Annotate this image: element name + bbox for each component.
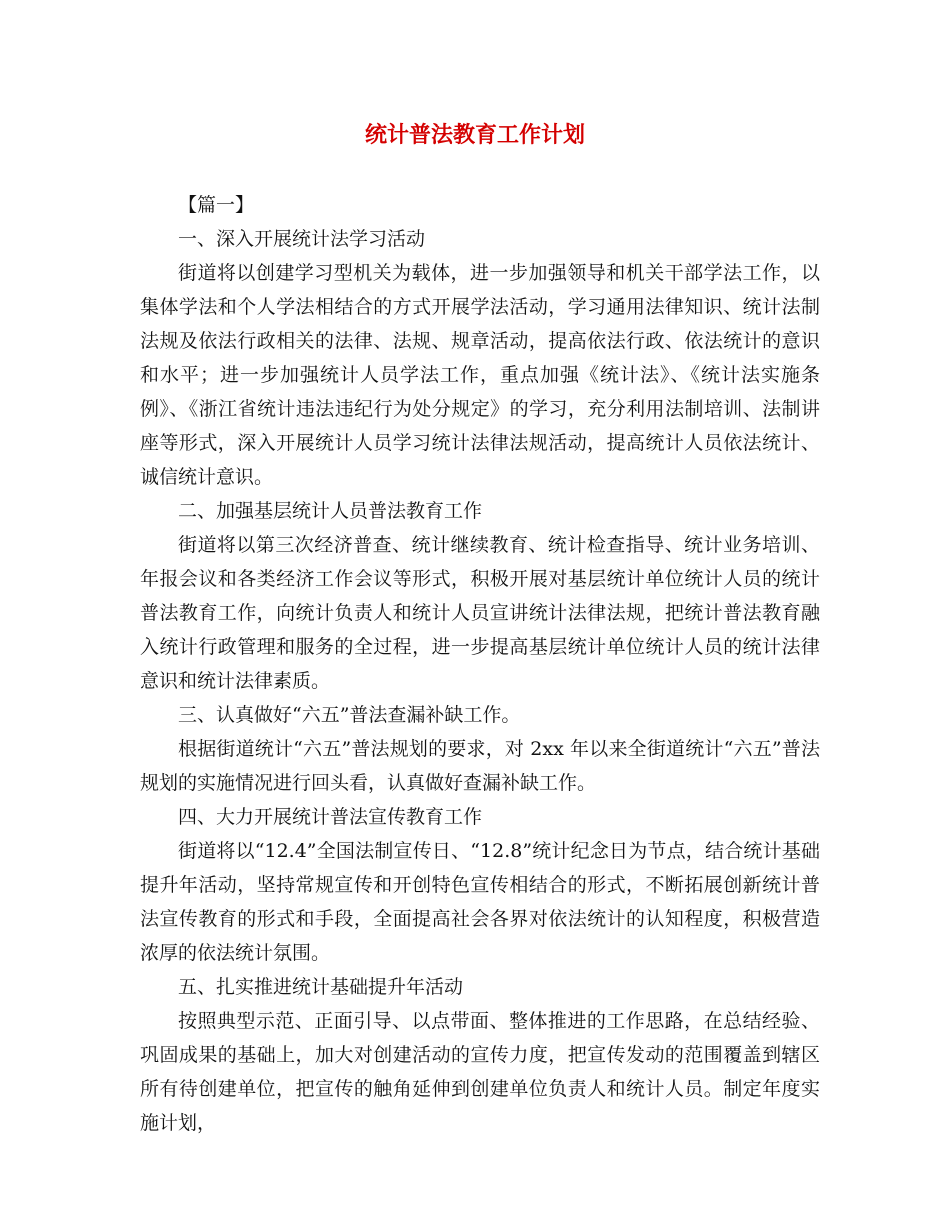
document-body [140,188,820,1140]
section-heading-5: 五、扎实推进统计基础提升年活动 [178,976,464,998]
section-heading-1: 一、深入开展统计法学习活动 [178,228,426,250]
section-body-2: 街道将以第三次经济普查、统计继续教育、统计检查指导、统计业务培训、年报会议和各类经济工作会议等形式，积极开展对基层统计单位统计人员的统计普法教育工作，向统计负责人和统计人员宣讲统计法律法规，把统计普法教育融入统计行政管理和服务的全过程，进一步提高基层统计单位统计人员的统计法律意识和统计法律素质。 [140,534,820,692]
section-heading-2: 二、加强基层统计人员普法教育工作 [178,500,483,522]
section-heading-4: 四、大力开展统计普法宣传教育工作 [178,806,483,828]
page-title: 统计普法教育工作计划 [364,122,585,148]
section-heading-3: 三、认真做好“六五”普法查漏补缺工作。 [178,704,521,726]
section-body-4: 街道将以“12.4”全国法制宣传日、“12.8”统计纪念日为节点，结合统计基础提升年活动，坚持常规宣传和开创特色宣传相结合的形式，不断拓展创新统计普法宣传教育的形式和手段，全面提高社会各界对依法统计的认知程度，积极营造浓厚的依法统计氛围。 [140,840,820,964]
section-body-3: 根据街道统计“六五”普法规划的要求，对 2xx 年以来全街道统计“六五”普法规划的实施情况进行回头看，认真做好查漏补缺工作。 [140,738,820,794]
section-label: 【篇一】 [178,194,255,216]
section-body-1: 街道将以创建学习型机关为载体，进一步加强领导和机关干部学法工作，以集体学法和个人学法相结合的方式开展学法活动，学习通用法律知识、统计法制法规及依法行政相关的法律、法规、规章活动，提高依法行政、依法统计的意识和水平；进一步加强统计人员学法工作，重点加强《统计法》、《统计法实施条例》、《浙江省统计违法违纪行为处分规定》的学习，充分利用法制培训、法制讲座等形式，深入开展统计人员学习统计法律法规活动，提高统计人员依法统计、诚信统计意识。 [140,262,820,488]
section-body-5: 按照典型示范、正面引导、以点带面、整体推进的工作思路，在总结经验、巩固成果的基础上，加大对创建活动的宣传力度，把宣传发动的范围覆盖到辖区所有待创建单位，把宣传的触角延伸到创建单位负责人和统计人员。制定年度实施计划， [140,1010,820,1134]
